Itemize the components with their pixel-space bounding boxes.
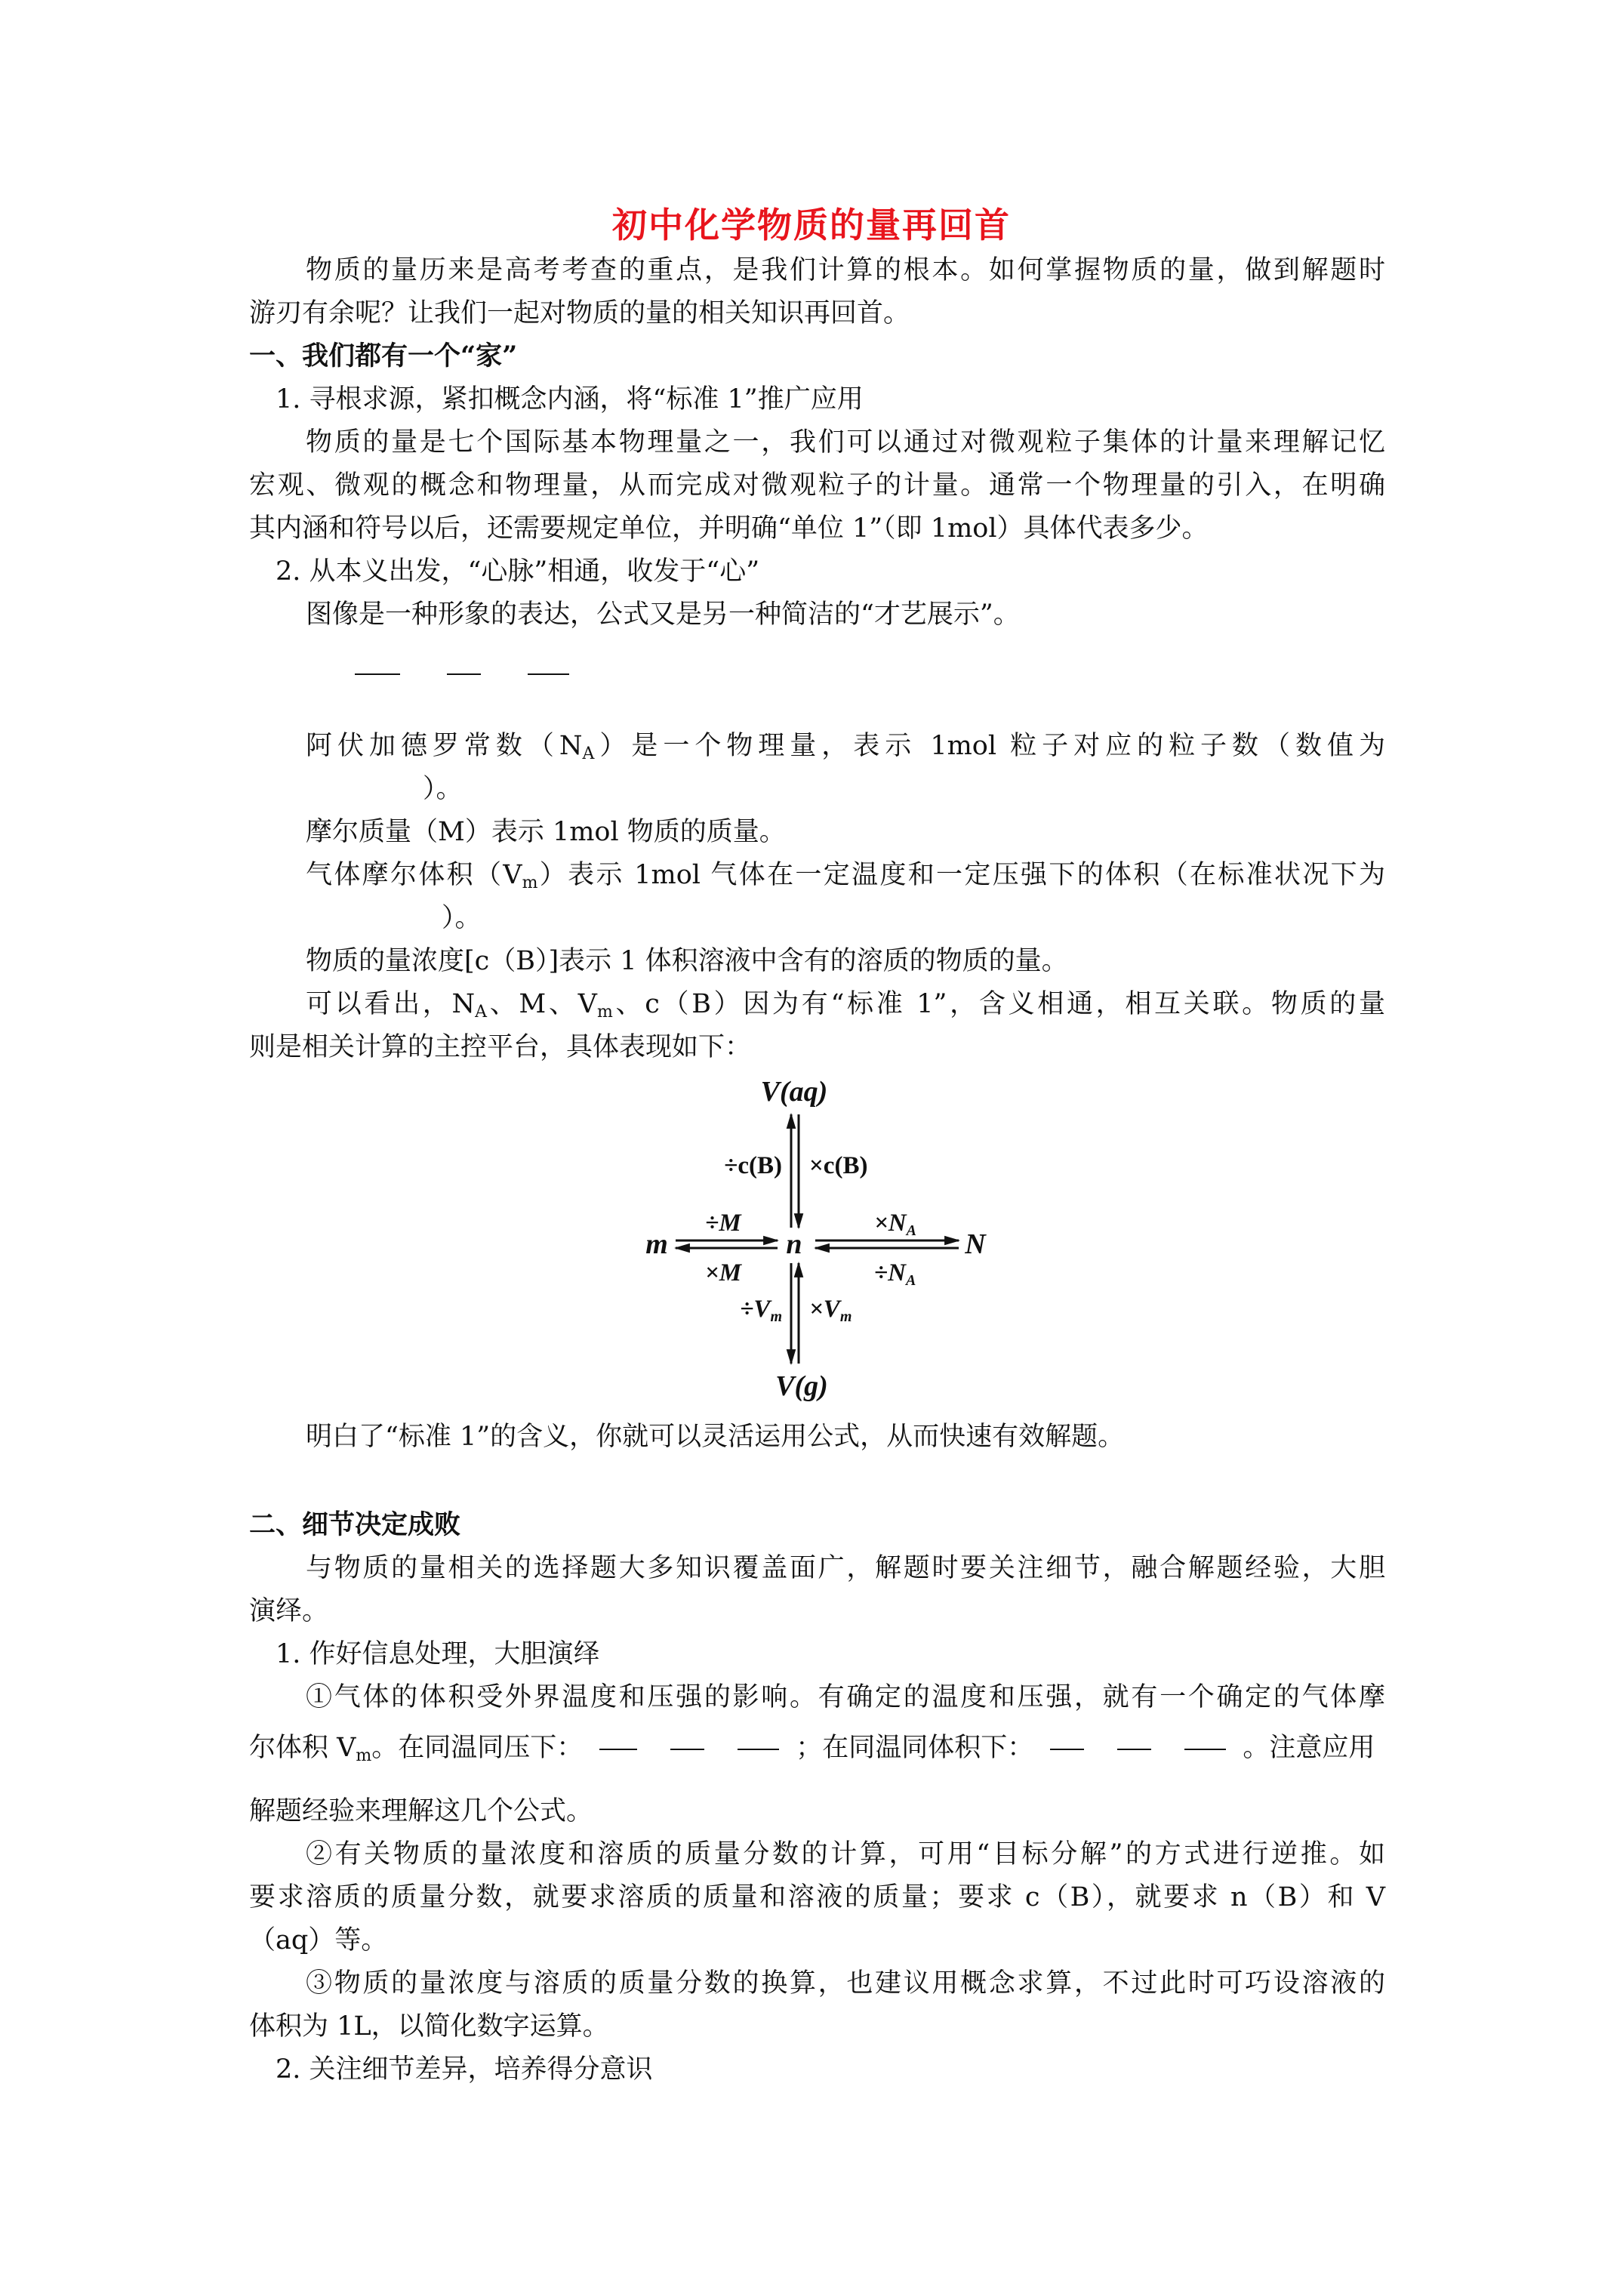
s1-p2-line: 图像是一种形象的表达，公式又是另一种简洁的“才艺展示”。 <box>306 599 1020 630</box>
formula-blanks <box>355 655 586 690</box>
node-v-g: V(g) <box>775 1370 828 1402</box>
intro-line-1: 物质的量历来是高考考查的重点，是我们计算的根本。如何掌握物质的量，做到解题时 <box>306 255 1385 285</box>
molar-mass-line: 摩尔质量（M）表示 1mol 物质的质量。 <box>306 817 786 847</box>
label-div-Vm-sub: m <box>770 1308 782 1325</box>
label-div-NA <box>874 1259 916 1289</box>
molar-volume-text-b: ）表示 1mol 气体在一定温度和一定压强下的体积（在标准状况下为 <box>537 860 1385 890</box>
formula-blank <box>528 673 569 675</box>
s2-item-1-line-3: 解题经验来理解这几个公式。 <box>249 1796 593 1826</box>
s2-item-3-line-1: ③物质的量浓度与溶质的质量分数的换算，也建议用概念求算，不过此时可巧设溶液的 <box>306 1968 1385 1999</box>
s2-intro-line-2: 演绎。 <box>249 1596 329 1626</box>
avogadro-line-1 <box>306 729 1385 772</box>
label-div-Vm <box>740 1296 782 1325</box>
label-mul-Vm-sub: m <box>839 1308 852 1325</box>
item-1-text-end: 。注意应用 <box>1243 1733 1375 1763</box>
avogadro-text-b: ）是一个物理量，表示 1mol 粒子对应的粒子数（数值为 <box>594 731 1385 761</box>
s1-closing-line: 明白了“标准 1”的含义，你就可以灵活运用公式，从而快速有效解题。 <box>306 1422 1125 1452</box>
formula-blank <box>738 1749 779 1750</box>
node-m: m <box>645 1228 668 1260</box>
relation-sub-1: A <box>475 1003 488 1022</box>
formula-blank <box>1050 1749 1084 1750</box>
s2-item-2-line-2: 要求溶质的质量分数，就要求溶质的质量和溶液的质量；要求 c（B），就要求 n（B）和 V <box>249 1882 1385 1912</box>
s2-item-2-line-3: （aq）等。 <box>249 1925 388 1955</box>
formula-blank <box>1184 1749 1226 1750</box>
s1-p1-line-1: 物质的量是七个国际基本物理量之一，我们可以通过对微观粒子集体的计量来理解记忆 <box>306 427 1385 458</box>
molar-volume-text-a: 气体摩尔体积（V <box>306 860 522 890</box>
formula-blank <box>355 673 400 675</box>
label-mul-Vm <box>809 1296 852 1325</box>
formula-blank <box>447 673 481 675</box>
s2-point-2-title: 2. 关注细节差异，培养得分意识 <box>276 2054 653 2085</box>
s2-point-1-title: 1. 作好信息处理，大胆演绎 <box>276 1639 600 1669</box>
section-2-heading: 二、细节决定成败 <box>249 1509 461 1540</box>
s1-point-2-title: 2. 从本义出发，“心脉”相通，收发于“心” <box>276 556 760 587</box>
label-div-Vm-main: ÷V <box>740 1296 771 1323</box>
label-mul-NA <box>874 1210 916 1239</box>
avogadro-line-2: ）。 <box>423 774 463 804</box>
avogadro-sub: A <box>582 744 595 763</box>
relation-text-a: 可以看出，N <box>306 989 476 1019</box>
item-1-text-b: 。在同温同压下： <box>371 1733 584 1763</box>
intro-line-2: 游刃有余呢？让我们一起对物质的量的相关知识再回首。 <box>249 298 910 328</box>
s1-p1-line-2: 宏观、微观的概念和物理量，从而完成对微观粒子的计量。通常一个物理量的引入，在明确 <box>249 470 1385 501</box>
page-title: 初中化学物质的量再回首 <box>612 205 1011 245</box>
relation-text-b: 、M、V <box>487 989 597 1019</box>
s2-item-3-line-2: 体积为 1L，以简化数字运算。 <box>249 2011 609 2042</box>
avogadro-text-a: 阿伏加德罗常数（N <box>306 731 583 761</box>
formula-blank <box>670 1749 704 1750</box>
relation-line-1 <box>306 987 1385 1030</box>
s2-item-1-line-2 <box>249 1730 1375 1774</box>
molar-volume-sub: m <box>522 874 538 892</box>
relation-text-c: 、c（B）因为有“标准 1”，含义相通，相互关联。物质的量 <box>612 989 1385 1019</box>
relation-sub-2: m <box>596 1003 613 1022</box>
formula-blank <box>1117 1749 1151 1750</box>
item-1-text-sep: ；在同温同体积下： <box>796 1733 1034 1763</box>
s1-point-1-title: 1. 寻根求源，紧扣概念内涵，将“标准 1”推广应用 <box>276 384 864 415</box>
relation-line-2: 则是相关计算的主控平台，具体表现如下： <box>249 1032 752 1062</box>
s2-intro-line-1: 与物质的量相关的选择题大多知识覆盖面广，解题时要关注细节，融合解题经验，大胆 <box>306 1553 1385 1583</box>
label-mul-NA-sub: A <box>906 1222 916 1239</box>
item-1-text-a: 尔体积 V <box>249 1733 356 1763</box>
section-1-heading: 一、我们都有一个“家” <box>249 341 518 371</box>
label-div-NA-main: ÷N <box>874 1259 906 1287</box>
node-n: n <box>786 1228 802 1260</box>
label-div-cb: ÷c(B) <box>724 1152 782 1179</box>
item-1-sub: m <box>356 1746 372 1765</box>
formula-blank <box>599 1749 637 1750</box>
molar-volume-line-2: ）。 <box>442 903 482 933</box>
molar-volume-line-1 <box>306 858 1385 901</box>
conversion-diagram <box>634 1071 1004 1403</box>
label-mul-cb: ×c(B) <box>809 1152 868 1179</box>
label-div-NA-sub: A <box>905 1272 916 1289</box>
label-mul-Vm-main: ×V <box>809 1296 840 1323</box>
label-mul-NA-main: ×N <box>874 1210 907 1237</box>
label-mul-M: ×M <box>704 1259 742 1287</box>
concentration-line: 物质的量浓度[c（B）]表示 1 体积溶液中含有的溶质的物质的量。 <box>306 946 1068 976</box>
node-N: N <box>965 1228 986 1260</box>
s2-item-1-line-1: ①气体的体积受外界温度和压强的影响。有确定的温度和压强，就有一个确定的气体摩 <box>306 1682 1385 1712</box>
s2-item-2-line-1: ②有关物质的量浓度和溶质的质量分数的计算，可用“目标分解”的方式进行逆推。如 <box>306 1839 1385 1869</box>
node-v-aq: V(aq) <box>760 1076 828 1108</box>
s1-p1-line-3: 其内涵和符号以后，还需要规定单位，并明确“单位 1”（即 1mol）具体代表多少。 <box>249 513 1209 544</box>
label-div-M: ÷M <box>705 1210 741 1237</box>
